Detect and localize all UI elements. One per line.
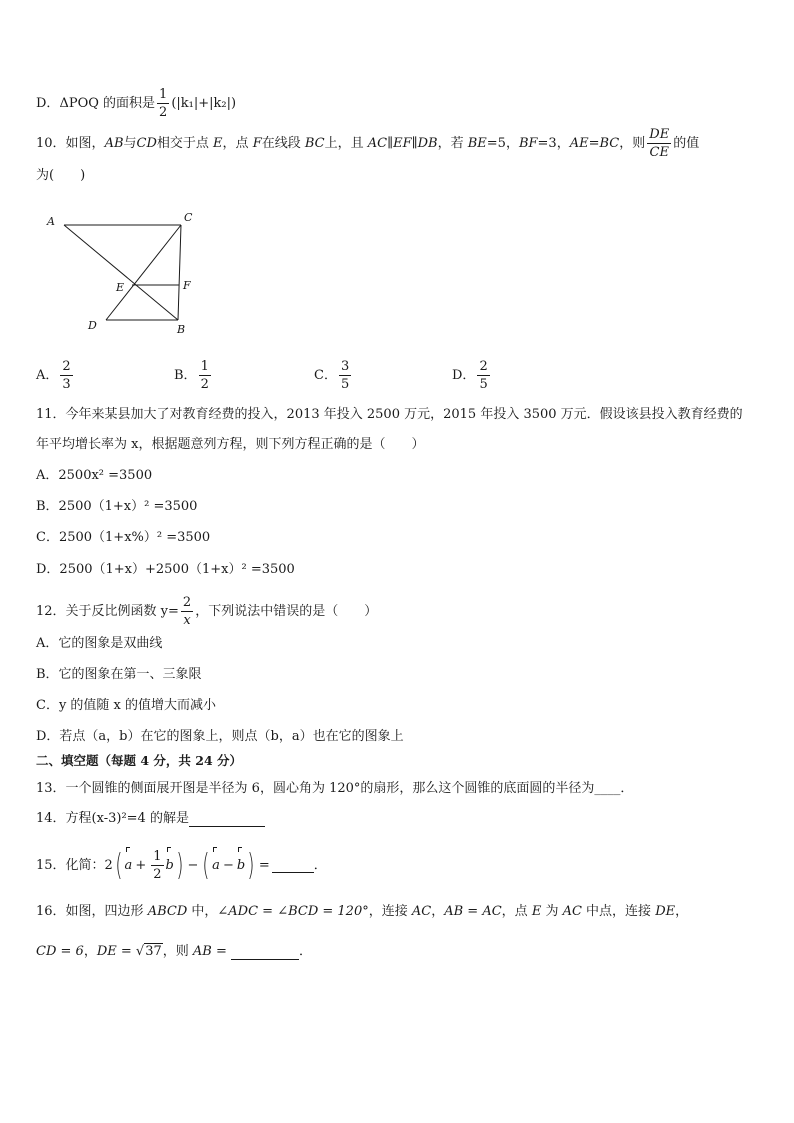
label-b: B <box>177 323 186 336</box>
q14-answer-blank[interactable] <box>189 812 265 827</box>
sqrt-sign: √ <box>135 944 145 959</box>
q12-option-d[interactable]: D．若点（a，b）在它的图象上，则点（b，a）也在它的图象上 <box>36 729 404 744</box>
q15-answer-blank[interactable] <box>272 858 314 873</box>
q10-geometry-figure <box>40 205 210 340</box>
q12-option-c[interactable]: C．y 的值随 x 的值增大而减小 <box>36 698 217 713</box>
q11-option-a[interactable]: A．2500x² =3500 <box>36 468 153 483</box>
q11-option-d[interactable]: D．2500（1+x）+2500（1+x）² =3500 <box>36 562 295 577</box>
q10-option-d[interactable]: D． $\frac{2}{5}$ <box>452 359 488 392</box>
vector-a: a <box>125 851 133 881</box>
vector-b: b <box>166 851 174 881</box>
q14-stem: 14．方程(x-3)²=4 的解是 <box>36 811 265 827</box>
label-e: E <box>116 281 125 294</box>
segment-ab <box>64 225 178 320</box>
segment-cd <box>106 225 181 320</box>
q16-stem-line2: CD = 6，DE = √37，则 AB = ． <box>36 944 313 959</box>
label-f: F <box>183 279 191 292</box>
q16-answer-blank[interactable] <box>231 945 299 960</box>
sqrt-37: 37 <box>145 944 162 959</box>
q11-option-b[interactable]: B．2500（1+x）² =3500 <box>36 499 198 514</box>
section-fill-in-heading: 二、填空题（每题 4 分，共 24 分） <box>36 753 243 768</box>
q10-fraction-de-ce: $\frac{DE}{CE}$ <box>649 127 670 160</box>
q12-stem: 12．关于反比例函数 y= $\frac{2}{x}$ ，下列说法中错误的是（ ） <box>36 595 378 628</box>
q9-d-fraction: $\frac{1}{2}$ <box>159 87 168 120</box>
q10-option-b[interactable]: B． $\frac{1}{2}$ <box>174 359 209 392</box>
vector-a-2: a <box>212 851 220 881</box>
label-d: D <box>88 319 97 332</box>
q9-d-label: D． <box>36 96 60 111</box>
q12-option-a[interactable]: A．它的图象是双曲线 <box>36 636 163 651</box>
q10-option-c[interactable]: C． $\frac{3}{5}$ <box>314 359 350 392</box>
q13-stem: 13．一个圆锥的侧面展开图是半径为 6，圆心角为 120°的扇形，那么这个圆锥的底面圆的半径为____． <box>36 781 634 796</box>
segment-cb <box>178 225 181 320</box>
q15-stem: 15．化简：2( a + $\frac{1}{2}$ b) − ( a − b) = ． <box>36 847 327 883</box>
q12-fraction: $\frac{2}{x}$ <box>182 595 192 628</box>
vector-b-2: b <box>237 851 245 881</box>
q9-option-d <box>36 88 236 119</box>
label-a: A <box>47 215 55 228</box>
q16-stem-line1: 16．如图，四边形 ABCD 中，∠ADC = ∠BCD = 120°，连接 AC，AB = AC，点 E 为 AC 中点，连接 DE， <box>36 904 689 919</box>
q11-option-c[interactable]: C．2500（1+x%）² =3500 <box>36 530 211 545</box>
q11-stem-line2: 年平均增长率为 x，根据题意列方程，则下列方程正确的是（ ） <box>36 437 425 452</box>
q10-stem-line1: 10．如图，AB与CD相交于点 E，点 F在线段 BC上，且 AC∥EF∥DB，若 BE=5，BF=3，AE=BC，则 $\frac{DE}{CE}$ 的值 <box>36 127 700 160</box>
q9-d-text: ΔPOQ 的面积是 <box>59 96 156 111</box>
q12-option-b[interactable]: B．它的图象在第一、三象限 <box>36 667 202 682</box>
q11-stem-line1: 11．今年来某县加大了对教育经费的投入，2013 年投入 2500 万元，2015 年投入 3500 万元．假设该县投入教育经费的 <box>36 407 743 422</box>
q9-d-expression: (|k₁|+|k₂|) <box>171 96 237 111</box>
q10-stem-line2: 为( ) <box>36 168 86 183</box>
q10-option-a[interactable]: A． $\frac{2}{3}$ <box>36 359 71 392</box>
label-c: C <box>184 211 193 224</box>
